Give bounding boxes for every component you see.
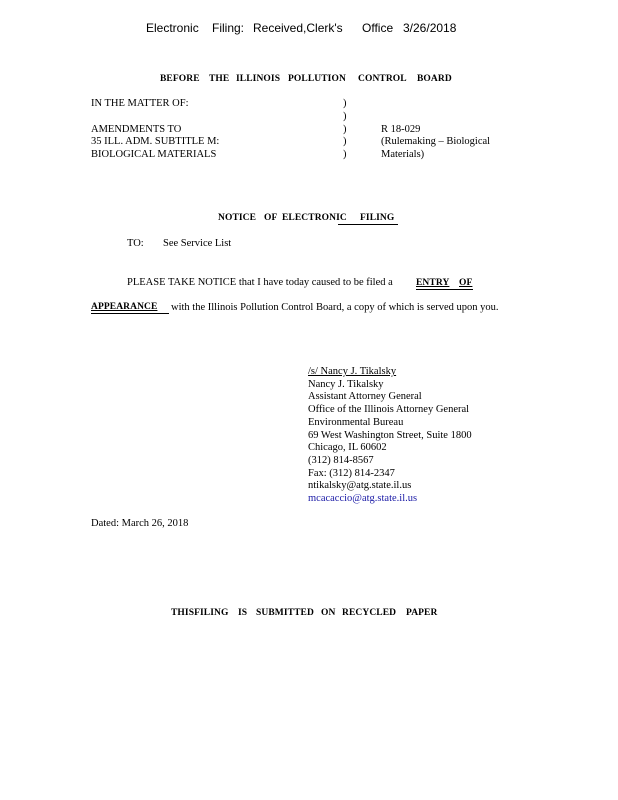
signature-email-2[interactable]: mcacaccio@atg.state.il.us	[308, 493, 418, 505]
notice-title-word: ELECTRONIC	[282, 213, 347, 223]
footer-word: IS	[238, 608, 248, 618]
notice-lead: PLEASE TAKE NOTICE that I have today caused to be filed a	[127, 277, 393, 288]
caption-paren: )	[343, 124, 347, 135]
notice-title-underline	[338, 213, 398, 225]
docket-number: R 18-029	[381, 124, 421, 135]
entry-underline	[416, 278, 473, 290]
notice-title-word: FILING	[360, 213, 395, 223]
filing-header-filing: Filing:	[212, 21, 245, 35]
signature-block	[308, 366, 472, 506]
filing-header-received: Received,Clerk's	[253, 21, 343, 35]
footer-word: PAPER	[406, 608, 438, 618]
signature-s-line: /s/ Nancy J. Tikalsky	[308, 366, 397, 377]
caption-paren: )	[343, 111, 347, 122]
filing-header-date: 3/26/2018	[403, 21, 457, 35]
signature-bureau: Environmental Bureau	[308, 416, 404, 428]
board-heading-word: BOARD	[417, 74, 452, 84]
entry-word: ENTRY	[416, 278, 450, 288]
caption-paren: )	[343, 98, 347, 109]
in-the-matter-label: IN THE MATTER OF:	[91, 98, 189, 109]
signature-city: Chicago, IL 60602	[308, 442, 387, 454]
caption-paren: )	[343, 149, 347, 160]
to-label: TO:	[127, 238, 144, 249]
footer-word: ON	[321, 608, 336, 618]
signature-fax: Fax: (312) 814-2347	[308, 467, 395, 479]
signature-phone: (312) 814-8567	[308, 454, 374, 466]
dated-line: Dated: March 26, 2018	[91, 518, 189, 529]
rulemaking-line-2: Materials)	[381, 149, 425, 160]
filing-header-electronic: Electronic	[146, 21, 199, 35]
signature-office: Office of the Illinois Attorney General	[308, 404, 470, 416]
rulemaking-line-1: (Rulemaking – Biological	[381, 136, 491, 147]
board-heading-word: BEFORE	[160, 74, 200, 84]
of-word: OF	[459, 278, 473, 288]
board-heading-word: THE	[209, 74, 230, 84]
to-value: See Service List	[163, 238, 232, 249]
signature-street: 69 West Washington Street, Suite 1800	[308, 429, 472, 441]
board-heading-word: ILLINOIS	[236, 74, 281, 84]
caption-paren: )	[343, 136, 347, 147]
notice-title-word: NOTICE	[218, 213, 257, 223]
footer-word: RECYCLED	[342, 608, 397, 618]
signature-name: Nancy J. Tikalsky	[308, 378, 384, 390]
appearance-word: APPEARANCE	[91, 302, 158, 312]
notice-tail: with the Illinois Pollution Control Board, a copy of which is served upon you.	[171, 302, 499, 313]
matter-line-2: 35 ILL. ADM. SUBTITLE M:	[91, 136, 220, 147]
filing-header-office: Office	[362, 21, 394, 35]
appearance-underline	[91, 302, 169, 314]
matter-line-3: BIOLOGICAL MATERIALS	[91, 149, 217, 160]
footer-word: THISFILING	[171, 608, 229, 618]
matter-line-1: AMENDMENTS TO	[91, 124, 182, 135]
signature-email-1: ntikalsky@atg.state.il.us	[308, 480, 412, 492]
signature-title: Assistant Attorney General	[308, 391, 422, 403]
board-heading-word: CONTROL	[358, 74, 407, 84]
notice-title-word: OF	[264, 213, 278, 223]
board-heading-word: POLLUTION	[288, 74, 346, 84]
footer-word: SUBMITTED	[256, 608, 314, 618]
